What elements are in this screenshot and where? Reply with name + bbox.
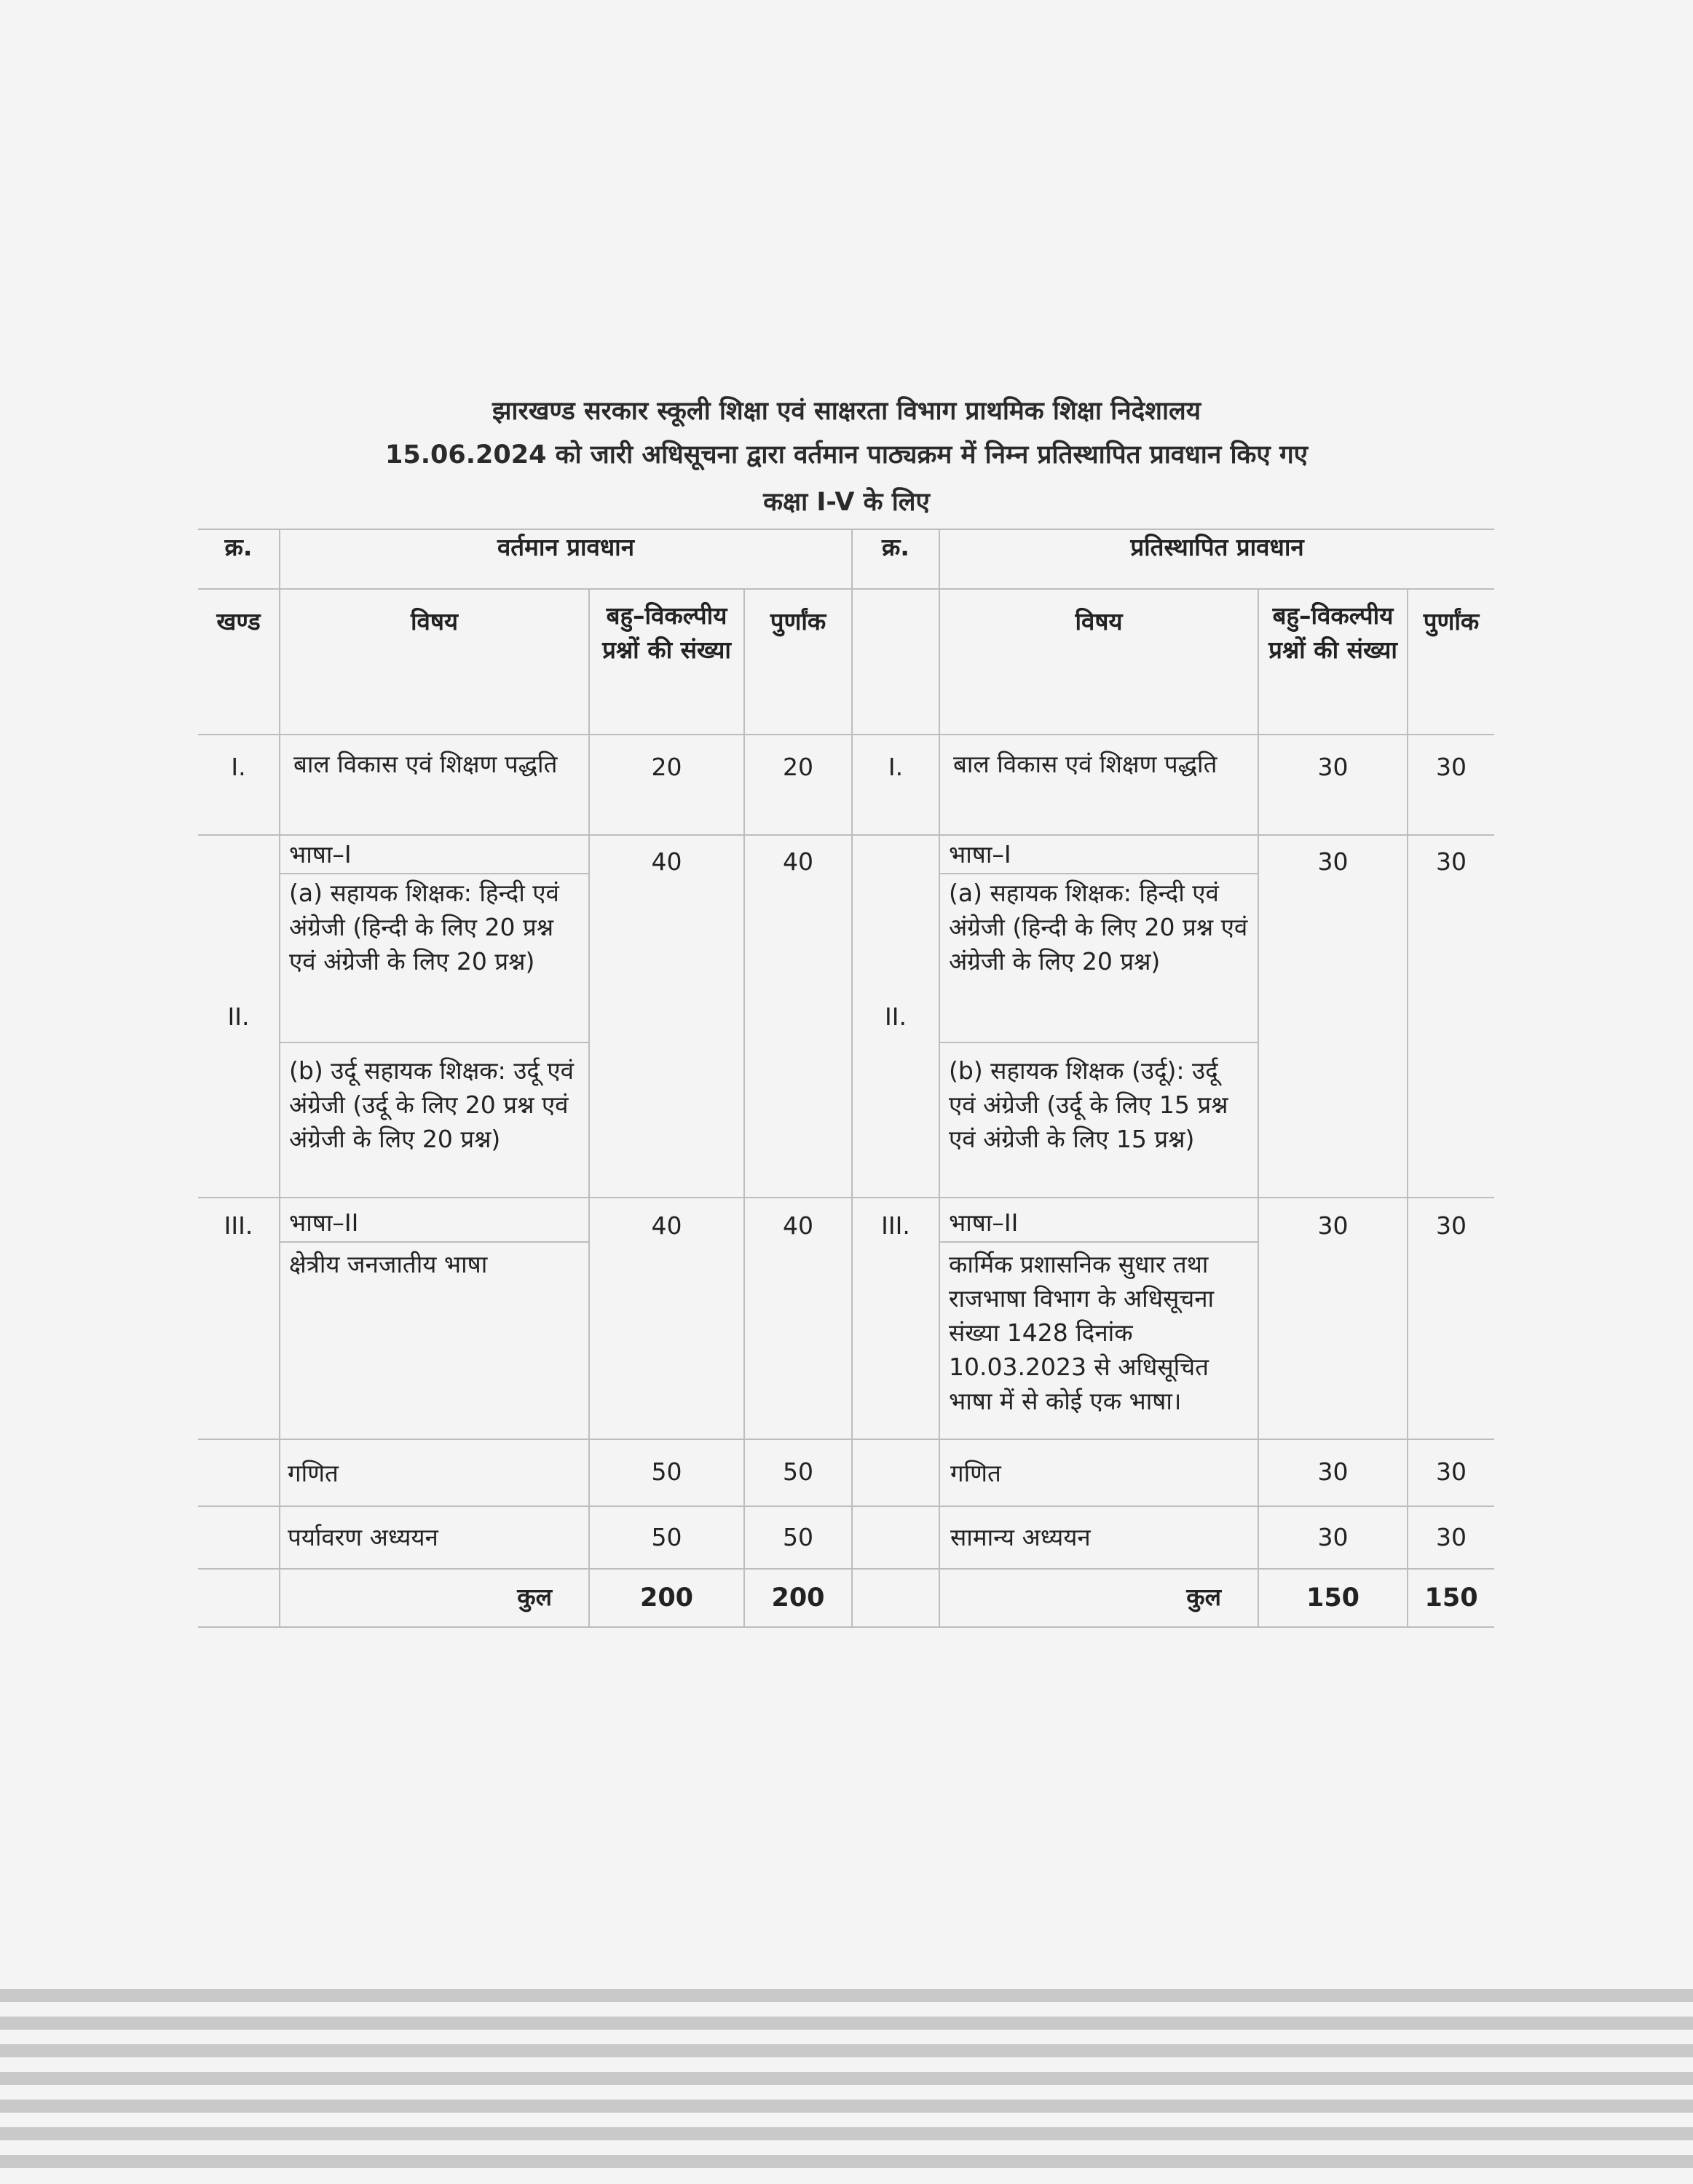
subject-cell [939, 835, 1258, 1198]
total-marks: 150 [1408, 1569, 1494, 1627]
provisions-table [198, 529, 1494, 1628]
marks-cell: 30 [1408, 1506, 1494, 1569]
sno-cell: I. [198, 735, 280, 835]
mcq-cell: 40 [589, 835, 744, 1198]
mcq-cell: 50 [589, 1439, 744, 1506]
sno-cell [198, 1569, 280, 1627]
mcq-cell: 30 [1258, 735, 1408, 835]
decorative-stripes [0, 1989, 1693, 2184]
sno-cell: II. [198, 835, 280, 1198]
subject-option-b: (b) उर्दू सहायक शिक्षक: उर्दू एवं अंग्रेजी (उर्दू के लिए 20 प्रश्न एवं अंग्रेजी के लिए 20 प्रश्न) [289, 1056, 574, 1153]
subject-cell [280, 835, 589, 1198]
replaced-provision-header: प्रतिस्थापित प्रावधान [939, 529, 1494, 589]
sno-header-left: क्र. [198, 529, 280, 589]
table-row [198, 835, 1494, 1198]
total-marks: 200 [744, 1569, 852, 1627]
language-label: भाषा–II [280, 1198, 588, 1243]
marks-header-left: पुर्णांक [744, 589, 852, 735]
subject-cell [280, 1198, 589, 1439]
sno-cell [198, 1506, 280, 1569]
mcq-cell: 30 [1258, 1506, 1408, 1569]
sno-cell: III. [852, 1198, 939, 1439]
total-label: कुल [280, 1569, 589, 1627]
subject-detail: क्षेत्रीय जनजातीय भाषा [289, 1250, 488, 1278]
subject-header-right: विषय [939, 589, 1258, 735]
header-row-1 [198, 529, 1494, 589]
empty-header-right [852, 589, 939, 735]
subject-option-a: (a) सहायक शिक्षक: हिन्दी एवं अंग्रेजी (हिन्दी के लिए 20 प्रश्न एवं अंग्रेजी के लिए 20 प्रश्न) [940, 874, 1258, 1043]
marks-cell: 30 [1408, 1439, 1494, 1506]
subject-cell: बाल विकास एवं शिक्षण पद्धति [280, 735, 589, 835]
mcq-header-left: बहु–विकल्पीय प्रश्नों की संख्या [589, 589, 744, 735]
sno-header-right: क्र. [852, 529, 939, 589]
section-header: खण्ड [198, 589, 280, 735]
heading-line-2: 15.06.2024 को जारी अधिसूचना द्वारा वर्तमान पाठ्यक्रम में निम्न प्रतिस्थापित प्रावधान किए गए [385, 440, 1308, 470]
mcq-header-right: बहु–विकल्पीय प्रश्नों की संख्या [1258, 589, 1408, 735]
marks-cell: 30 [1408, 735, 1494, 835]
heading-line-1: झारखण्ड सरकार स्कूली शिक्षा एवं साक्षरता विभाग प्राथमिक शिक्षा निदेशालय [492, 397, 1201, 426]
language-label: भाषा–II [940, 1198, 1258, 1243]
total-mcq: 150 [1258, 1569, 1408, 1627]
mcq-cell: 40 [589, 1198, 744, 1439]
mcq-cell: 20 [589, 735, 744, 835]
table-row [198, 1506, 1494, 1569]
table-row [198, 735, 1494, 835]
marks-cell: 40 [744, 1198, 852, 1439]
marks-cell: 20 [744, 735, 852, 835]
subject-option-b: (b) सहायक शिक्षक (उर्दू): उर्दू एवं अंग्रेजी (उर्दू के लिए 15 प्रश्न एवं अंग्रेजी के लिए 15 प्रश्न) [949, 1056, 1228, 1153]
subject-cell [939, 1198, 1258, 1439]
marks-cell: 40 [744, 835, 852, 1198]
table-row [198, 1198, 1494, 1439]
sno-cell [852, 1439, 939, 1506]
sno-cell [852, 1506, 939, 1569]
mcq-cell: 50 [589, 1506, 744, 1569]
subject-option-a: (a) सहायक शिक्षक: हिन्दी एवं अंग्रेजी (हिन्दी के लिए 20 प्रश्न एवं अंग्रेजी के लिए 20 प्रश्न) [280, 874, 588, 1043]
header-row-2 [198, 589, 1494, 735]
sno-cell: III. [198, 1198, 280, 1439]
language-label: भाषा–I [940, 836, 1258, 874]
current-provision-header: वर्तमान प्रावधान [280, 529, 852, 589]
subject-detail: कार्मिक प्रशासनिक सुधार तथा राजभाषा विभाग के अधिसूचना संख्या 1428 दिनांक 10.03.2023 से अधिसूचित भाषा में से कोई एक भाषा। [949, 1250, 1215, 1415]
subject-cell: सामान्य अध्ययन [939, 1506, 1258, 1569]
total-row [198, 1569, 1494, 1627]
total-mcq: 200 [589, 1569, 744, 1627]
sno-cell: II. [852, 835, 939, 1198]
subject-cell: गणित [280, 1439, 589, 1506]
marks-cell: 50 [744, 1439, 852, 1506]
subject-cell: पर्यावरण अध्ययन [280, 1506, 589, 1569]
sno-cell [852, 1569, 939, 1627]
subject-header-left: विषय [280, 589, 589, 735]
mcq-cell: 30 [1258, 1198, 1408, 1439]
heading-line-3: कक्षा I-V के लिए [763, 488, 930, 517]
mcq-cell: 30 [1258, 835, 1408, 1198]
subject-cell: गणित [939, 1439, 1258, 1506]
total-label: कुल [939, 1569, 1258, 1627]
marks-cell: 30 [1408, 1198, 1494, 1439]
marks-header-right: पुर्णांक [1408, 589, 1494, 735]
marks-cell: 30 [1408, 835, 1494, 1198]
subject-cell: बाल विकास एवं शिक्षण पद्धति [939, 735, 1258, 835]
sno-cell [198, 1439, 280, 1506]
sno-cell: I. [852, 735, 939, 835]
language-label: भाषा–I [280, 836, 588, 874]
table-row [198, 1439, 1494, 1506]
mcq-cell: 30 [1258, 1439, 1408, 1506]
marks-cell: 50 [744, 1506, 852, 1569]
